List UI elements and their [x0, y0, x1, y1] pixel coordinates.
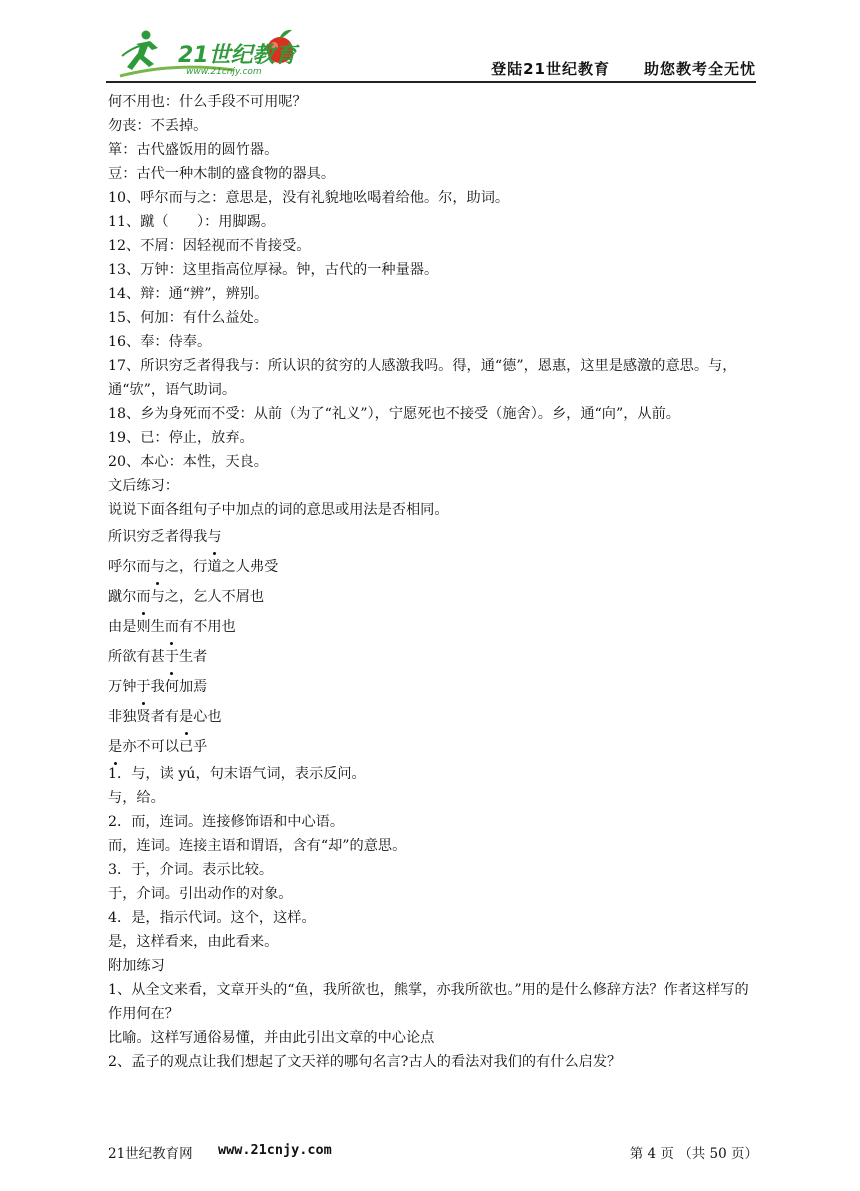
answer-line: 而，连词。连接主语和谓语，含有“却”的意思。	[108, 838, 407, 854]
text-line: 10、呼尔而与之：意思是，没有礼貌地吆喝着给他。尔，助词。	[108, 190, 510, 206]
dotted-word: 是	[179, 702, 193, 732]
answer-line: 3．于，介词。表示比较。	[108, 862, 274, 878]
text-line: 箪：古代盛饭用的圆竹器。	[108, 142, 279, 158]
dotted-word: 与	[207, 522, 221, 552]
example-sentence: 呼尔而与之，行道之人弗受	[108, 552, 758, 582]
dotted-word: 与	[151, 552, 165, 582]
runner-icon	[122, 31, 158, 71]
header-divider	[106, 81, 756, 83]
example-sentence: 万钟于我何加焉	[108, 672, 758, 702]
text-line: 13、万钟：这里指高位厚禄。钟，古代的一种量器。	[108, 262, 439, 278]
section-heading: 文后练习：	[108, 478, 179, 494]
text-line: 20、本心：本性，天良。	[108, 454, 268, 470]
answer-line: 于，介词。引出动作的对象。	[108, 886, 293, 902]
text-line: 18、乡为身死而不受：从前（为了“礼义”），宁愿死也不接受（施舍）。乡，通“向”，从前。	[108, 406, 680, 422]
example-sentence: 由是则生而有不用也	[108, 612, 758, 642]
header-slogan	[485, 58, 756, 79]
footer-site-name: 21世纪教育网	[108, 1146, 193, 1162]
answer-line: 1．与，读 yú，句末语气词，表示反问。	[108, 766, 366, 782]
text-line: 17、所识穷乏者得我与：所认识的贫穷的人感激我吗。得，通“德”，恩惠，这里是感激的意思。与，通“欤”，语气助词。	[108, 358, 737, 398]
answer-list	[108, 762, 758, 1074]
dotted-word: 而	[165, 612, 179, 642]
example-sentence: 蹴尔而与之，乞人不屑也	[108, 582, 758, 612]
text-line: 何不用也：什么手段不可用呢？	[108, 94, 307, 110]
question-line: 1、从全文来看，文章开头的“鱼，我所欲也，熊掌，亦我所欲也。”用的是什么修辞方法？作者这样写的作用何在？	[108, 982, 749, 1022]
section-heading: 附加练习	[108, 958, 165, 974]
annotation-list	[108, 90, 758, 522]
dotted-word: 是	[108, 732, 122, 762]
answer-line: 比喻。这样写通俗易懂，并由此引出文章的中心论点	[108, 1030, 435, 1046]
text-line: 16、奉：侍奉。	[108, 334, 212, 350]
answer-line: 4．是，指示代词。这个，这样。	[108, 910, 316, 926]
question-line: 2、孟子的观点让我们想起了文天祥的哪句名言?古人的看法对我们的有什么启发？	[108, 1054, 622, 1070]
page-header	[106, 26, 756, 81]
site-logo[interactable]	[114, 26, 314, 81]
example-sentence: 非独贤者有是心也	[108, 702, 758, 732]
text-line: 11、蹴（ ）：用脚踢。	[108, 214, 276, 230]
dotted-word: 于	[136, 672, 150, 702]
example-sentence: 所欲有甚于生者	[108, 642, 758, 672]
text-line: 12、不屑：因轻视而不肯接受。	[108, 238, 311, 254]
example-sentence: 是亦不可以已乎	[108, 732, 758, 762]
text-line: 勿丧：不丢掉。	[108, 118, 208, 134]
example-sentence: 所识穷乏者得我与	[108, 522, 758, 552]
dotted-word: 于	[165, 642, 179, 672]
answer-line: 是，这样看来，由此看来。	[108, 934, 279, 950]
text-line: 14、辩：通“辨”，辨别。	[108, 286, 269, 302]
logo-graphic	[114, 26, 314, 81]
text-line: 15、何加：有什么益处。	[108, 310, 268, 326]
answer-line: 2．而，连词。连接修饰语和中心语。	[108, 814, 345, 830]
example-sentence-list	[108, 522, 758, 762]
text-line: 豆：古代一种木制的盛食物的器具。	[108, 166, 336, 182]
text-line: 19、已：停止，放弃。	[108, 430, 254, 446]
logo-text: 21世纪教育	[178, 43, 297, 68]
answer-line: 与，给。	[108, 790, 165, 806]
footer-url-link[interactable]: www.21cnjy.com	[218, 1142, 332, 1158]
page-footer	[108, 1142, 758, 1162]
dotted-word: 而	[136, 582, 150, 612]
page-number: 第 4 页 （共 50 页）	[629, 1146, 758, 1162]
exercise-prompt: 说说下面各组句子中加点的词的意思或用法是否相同。	[108, 502, 449, 518]
logo-url: www.21cnjy.com	[186, 67, 262, 77]
document-body	[108, 90, 758, 1074]
slogan-login: 登陆21世纪教育	[491, 60, 610, 78]
slogan-help: 助您教考全无忧	[643, 60, 756, 78]
